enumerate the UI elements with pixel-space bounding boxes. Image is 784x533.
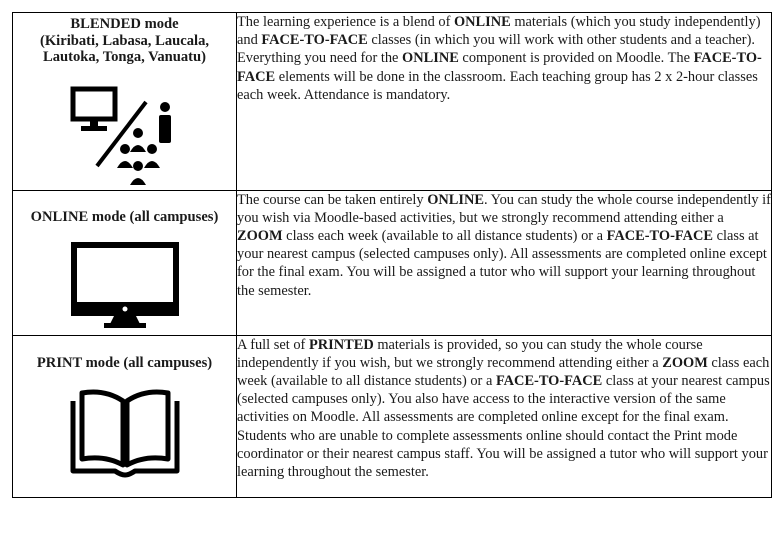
- description-text: The course can be taken entirely: [237, 191, 428, 208]
- table-row: [13, 13, 772, 191]
- description-bold-text: FACE-TO-FACE: [261, 32, 368, 49]
- description-text: component is provided on Moodle. The: [458, 50, 694, 67]
- online-mode-cell: [13, 190, 237, 335]
- description-bold-text: ZOOM: [237, 227, 283, 244]
- monitor-icon: [71, 242, 179, 330]
- blended-mode-title: BLENDED mode: [70, 16, 179, 32]
- print-mode-title: PRINT mode (all campuses): [36, 354, 213, 371]
- online-mode-description: [237, 190, 772, 335]
- description-text: class each week (available to all distance students) or a: [237, 354, 770, 389]
- table-row: [13, 190, 772, 335]
- description-bold-text: ZOOM: [662, 354, 708, 371]
- description-text: class at your nearest campus (selected campuses only). You also have access to the interactive version of the same activities on Moodle. All assessments are completed online except for the final exam. Students who are unable to complete assessments online should contact the Print mode coordinator or their nearest campus staff. You will be assigned a tutor who will support your learning throughout the semester.: [237, 372, 770, 480]
- print-mode-description: [237, 335, 772, 497]
- description-text: elements will be done in the classroom. Each teaching group has 2 x 2-hour classes each week. Attendance is mandatory.: [237, 68, 758, 103]
- description-text: . You can study the whole course independently if you wish via Moodle-based activities, but we strongly recommend attending either a: [237, 191, 771, 226]
- print-mode-cell: [13, 335, 237, 497]
- description-bold-text: PRINTED: [308, 336, 374, 353]
- description-bold-text: FACE-TO-FACE: [237, 50, 762, 85]
- description-bold-text: ONLINE: [453, 14, 511, 30]
- blended-mode-description: [237, 13, 772, 191]
- open-book-icon: [69, 387, 181, 479]
- blended-learning-icon: [70, 86, 180, 190]
- blended-mode-cell: [13, 13, 237, 191]
- description-text: A full set of: [237, 336, 309, 353]
- description-text: class each week (available to all distance students) or a: [282, 227, 607, 244]
- description-text: materials (which you study independently) and: [237, 14, 761, 49]
- description-text: materials is provided, so you can study the whole course independently if you wish, but we strongly recommend attending either a: [237, 336, 703, 371]
- online-mode-title: ONLINE mode (all campuses): [30, 208, 219, 225]
- blended-mode-campuses-line-2: Lautoka, Tonga, Vanuatu): [42, 49, 207, 65]
- blended-mode-campuses-line-1: (Kiribati, Labasa, Laucala,: [39, 32, 210, 49]
- description-text: classes (in which you will work with other students and a teacher). Everything you need for the: [237, 32, 755, 67]
- description-bold-text: ONLINE: [427, 191, 484, 208]
- description-text: class at your nearest campus (selected campuses only). All assessments are completed online except for the final exam. You will be assigned a tutor who will support your learning throughout the semester.: [237, 227, 767, 299]
- description-bold-text: FACE-TO-FACE: [495, 372, 603, 389]
- study-modes-table: [12, 12, 772, 498]
- description-text: The learning experience is a blend of: [237, 14, 454, 30]
- description-bold-text: FACE-TO-FACE: [606, 227, 713, 244]
- table-row: [13, 335, 772, 497]
- description-bold-text: ONLINE: [402, 50, 459, 67]
